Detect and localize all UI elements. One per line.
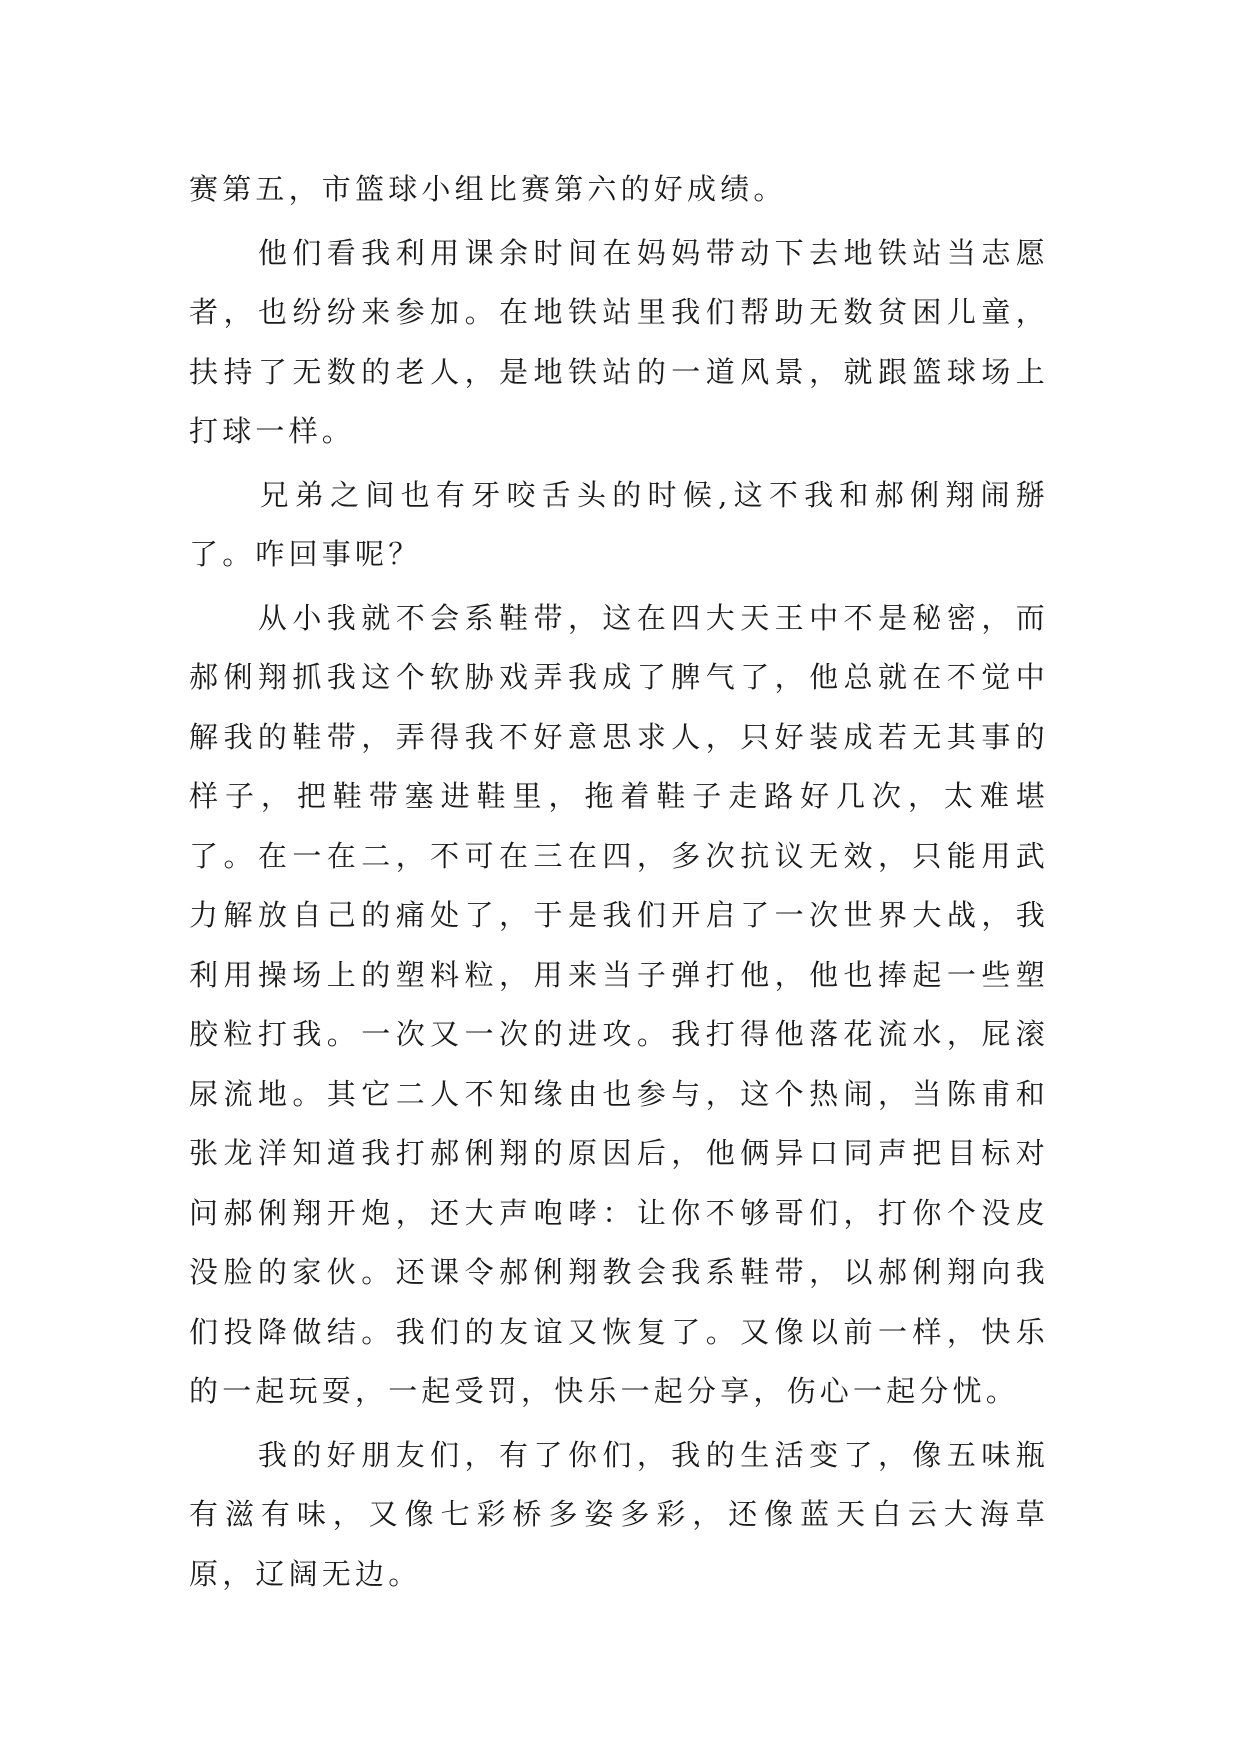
paragraph-3: 兄弟之间也有牙咬舌头的时候,这不我和郝俐翔闹掰了。咋回事呢？ — [189, 477, 1049, 571]
paragraph-2: 他们看我利用课余时间在妈妈带动下去地铁站当志愿者，也纷纷来参加。在地铁站里我们帮助无数贫困儿童，扶持了无数的老人，是地铁站的一道风景，就跟篮球场上打球一样。 — [189, 235, 1049, 448]
paragraph-5: 我的好朋友们，有了你们，我的生活变了，像五味瓶有滋有味，又像七彩桥多姿多彩，还像蓝天白云大海草原，辽阔无边。 — [189, 1437, 1049, 1591]
document-body — [189, 160, 1049, 1604]
paragraph-1: 赛第五，市篮球小组比赛第六的好成绩。 — [189, 172, 787, 206]
paragraph-4: 从小我就不会系鞋带，这在四大天王中不是秘密，而郝俐翔抓我这个软胁戏弄我成了脾气了，他总就在不觉中解我的鞋带，弄得我不好意思求人，只好装成若无其事的样子，把鞋带塞进鞋里，拖着鞋子走路好几次，太难堪了。在一在二，不可在三在四，多次抗议无效，只能用武力解放自己的痛处了，于是我们开启了一次世界大战，我利用操场上的塑料粒，用来当子弹打他，他也捧起一些塑胶粒打我。一次又一次的进攻。我打得他落花流水，屁滚尿流地。其它二人不知缘由也参与，这个热闹，当陈甫和张龙洋知道我打郝俐翔的原因后，他俩异口同声把目标对问郝俐翔开炮，还大声咆哮：让你不够哥们，打你个没皮没脸的家伙。还课令郝俐翔教会我系鞋带，以郝俐翔向我们投降做结。我们的友谊又恢复了。又像以前一样，快乐的一起玩耍，一起受罚，快乐一起分享，伤心一起分忧。 — [189, 600, 1049, 1408]
